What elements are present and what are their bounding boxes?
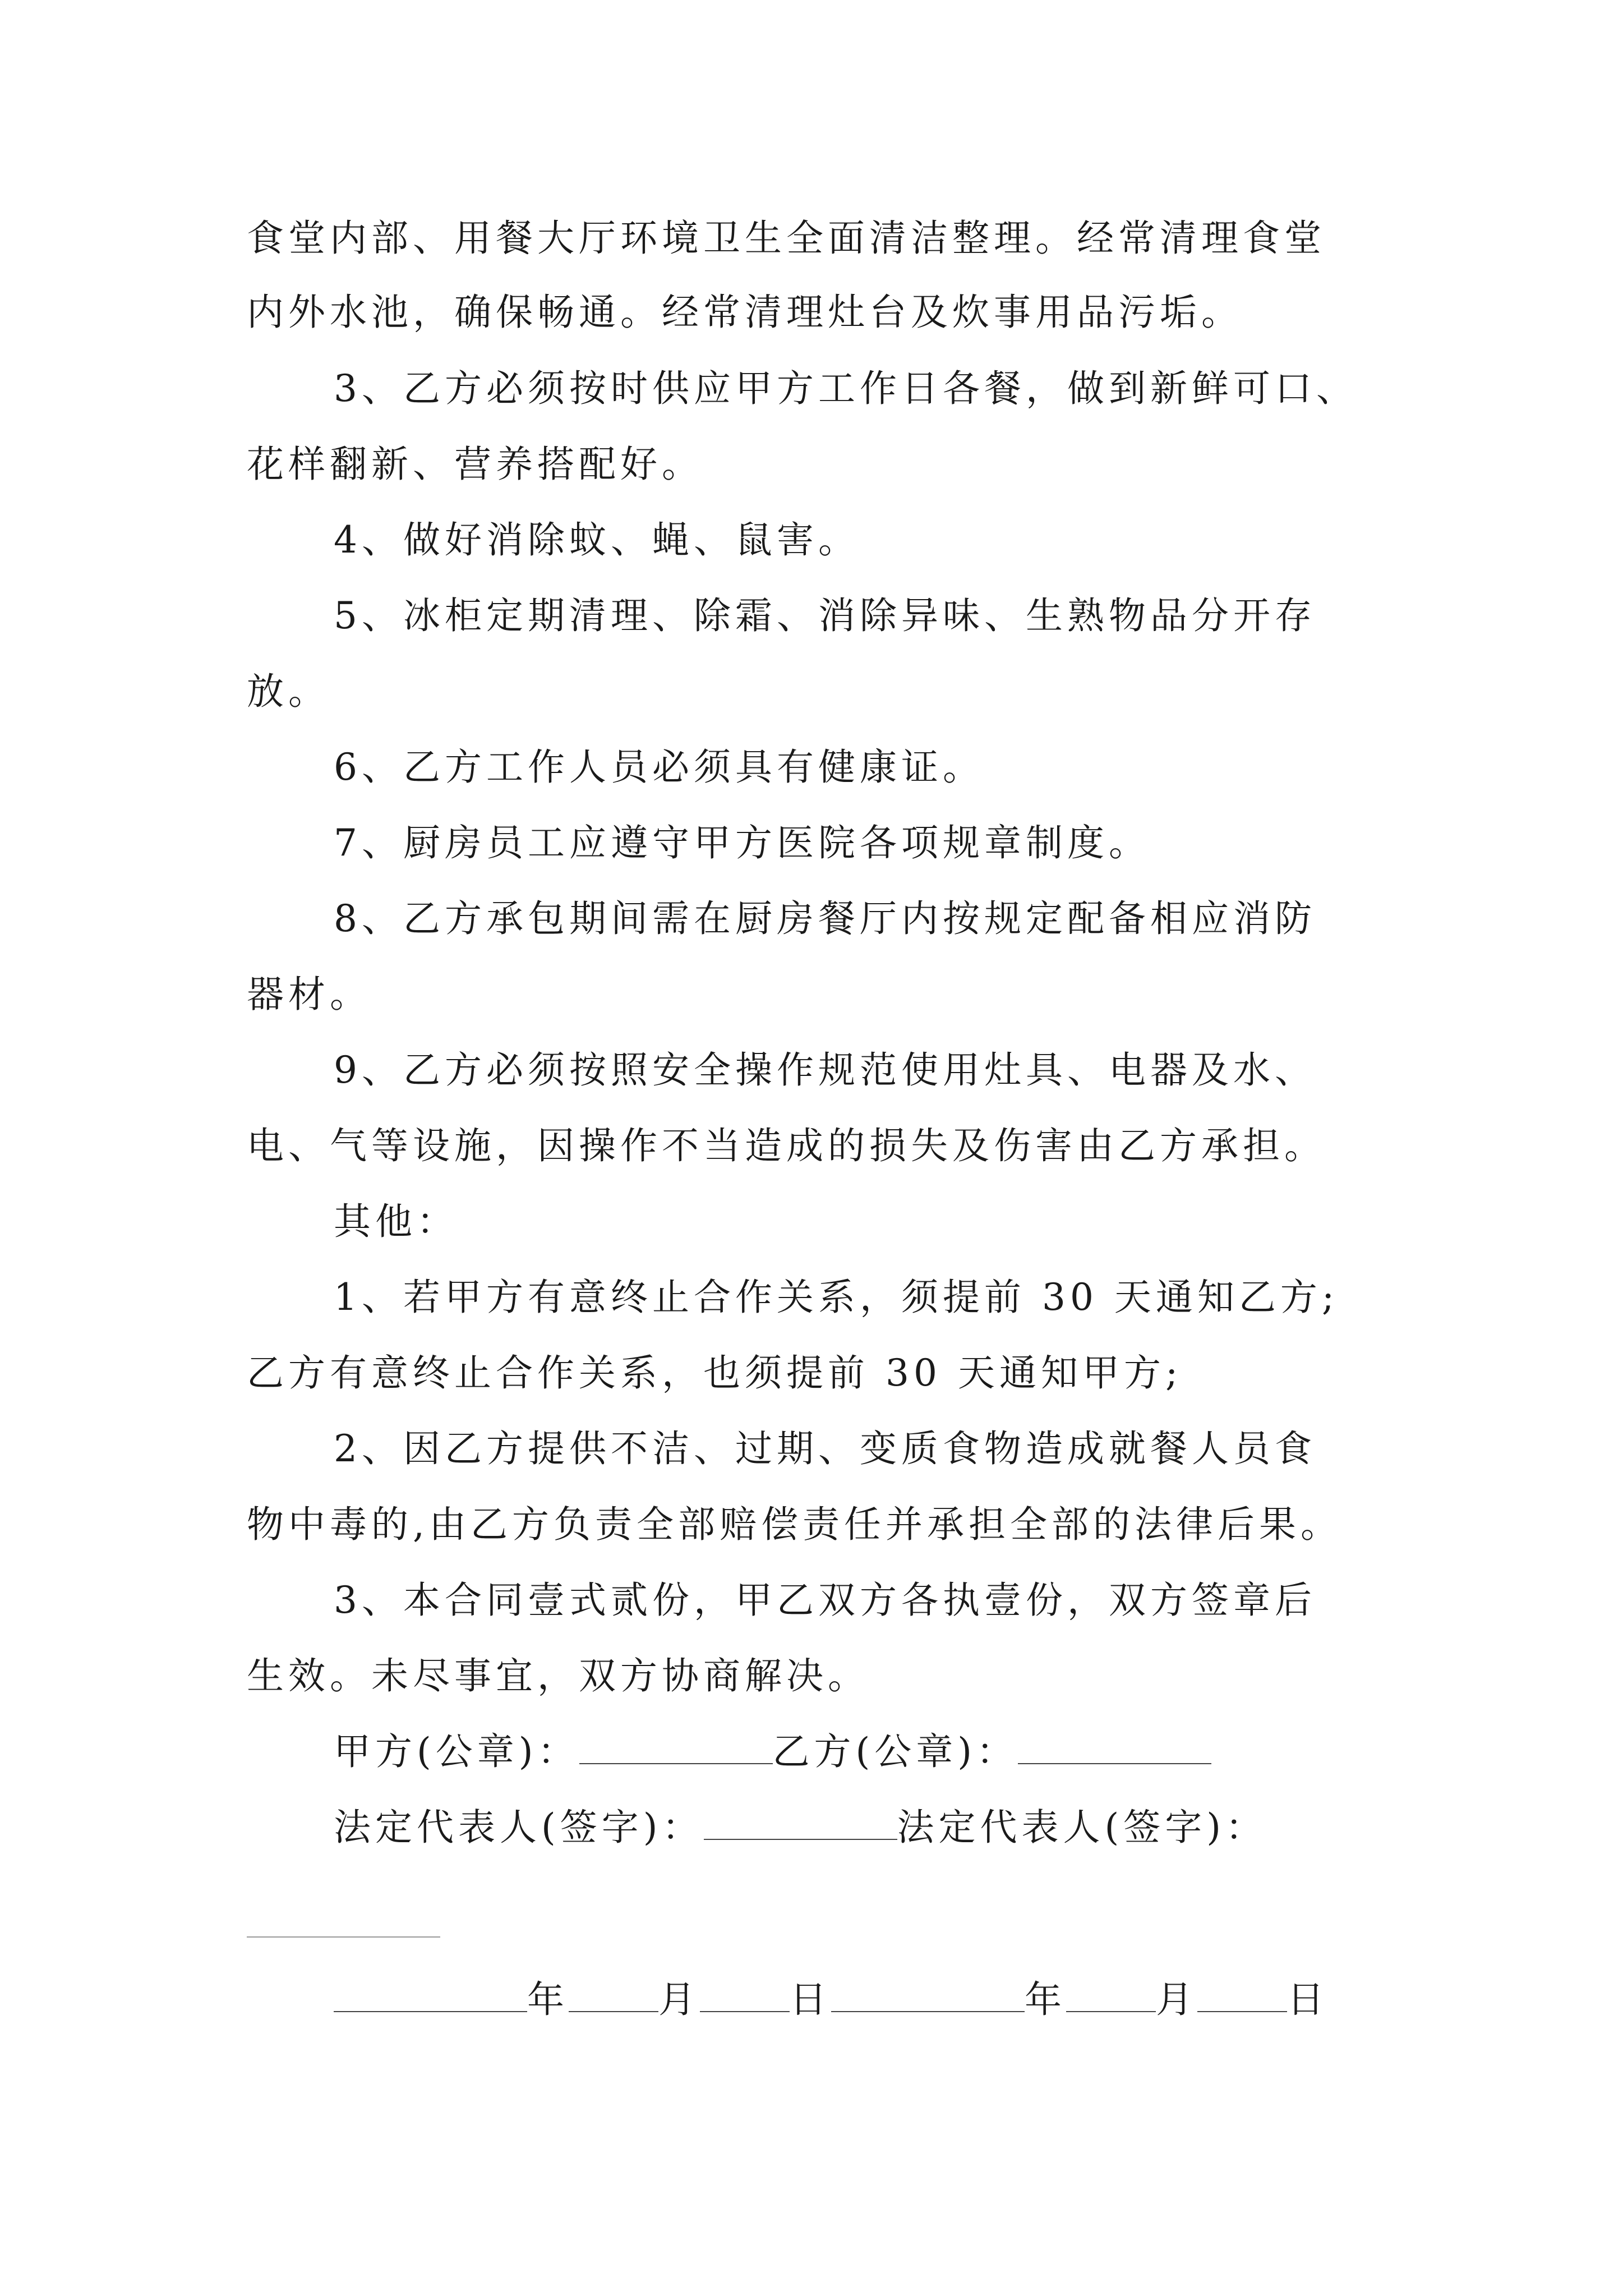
party-b-seal-label: 乙方(公章)： xyxy=(772,1730,1018,1773)
representative-line xyxy=(334,1802,1500,1853)
section-heading: 其他： xyxy=(334,1200,458,1243)
paragraph-line: 6、乙方工作人员必须具有健康证。 xyxy=(334,746,984,789)
paragraph-line: 器材。 xyxy=(247,973,371,1016)
paragraph-line: 3、本合同壹式贰份，甲乙双方各执壹份，双方签章后 xyxy=(334,1579,1316,1622)
party-a-seal-blank[interactable] xyxy=(579,1728,773,1764)
paragraph-line: 内外水池，确保畅通。经常清理灶台及炊事用品污垢。 xyxy=(247,291,1243,334)
paragraph-line: 1、若甲方有意终止合作关系，须提前 30 天通知乙方; xyxy=(334,1276,1339,1319)
rep-b-label: 法定代表人(签字)： xyxy=(897,1806,1267,1849)
day-b-blank[interactable] xyxy=(1197,1976,1287,2012)
day-a-blank[interactable] xyxy=(700,1976,790,2012)
paragraph-line: 乙方有意终止合作关系，也须提前 30 天通知甲方; xyxy=(247,1351,1183,1395)
year-a-blank[interactable] xyxy=(334,1976,527,2012)
paragraph-line: 花样翻新、营养搭配好。 xyxy=(247,443,703,486)
month-a-blank[interactable] xyxy=(569,1976,658,2012)
date-line xyxy=(334,1975,1500,2025)
paragraph-line: 生效。未尽事宜，双方协商解决。 xyxy=(247,1654,869,1697)
paragraph-line: 5、冰柜定期清理、除霜、消除异味、生熟物品分开存 xyxy=(334,594,1316,637)
paragraph-line: 4、做好消除蚊、蝇、鼠害。 xyxy=(334,518,860,562)
paragraph-line: 9、乙方必须按照安全操作规范使用灶具、电器及水、 xyxy=(334,1048,1316,1092)
paragraph-line: 8、乙方承包期间需在厨房餐厅内按规定配备相应消防 xyxy=(334,897,1316,940)
party-b-seal-blank[interactable] xyxy=(1018,1728,1211,1764)
year-b-blank[interactable] xyxy=(831,1976,1025,2012)
rep-a-blank[interactable] xyxy=(704,1804,897,1840)
month-b-blank[interactable] xyxy=(1066,1976,1156,2012)
month-b-label: 月 xyxy=(1156,1978,1197,2021)
rep-b-signature-blank[interactable] xyxy=(247,1936,440,1938)
paragraph-line: 食堂内部、用餐大厅环境卫生全面清洁整理。经常清理食堂 xyxy=(247,217,1326,260)
day-a-label: 日 xyxy=(790,1978,831,2021)
paragraph-line: 7、厨房员工应遵守甲方医院各项规章制度。 xyxy=(334,821,1150,864)
paragraph-line: 放。 xyxy=(247,670,330,713)
seal-line xyxy=(334,1727,1500,1777)
paragraph-line: 2、因乙方提供不洁、过期、变质食物造成就餐人员食 xyxy=(334,1427,1316,1470)
year-b-label: 年 xyxy=(1025,1978,1066,2021)
year-a-label: 年 xyxy=(527,1978,569,2021)
paragraph-line: 物中毒的,由乙方负责全部赔偿责任并承担全部的法律后果。 xyxy=(247,1503,1342,1546)
month-a-label: 月 xyxy=(658,1978,700,2021)
paragraph-line: 3、乙方必须按时供应甲方工作日各餐，做到新鲜可口、 xyxy=(334,367,1358,410)
rep-a-label: 法定代表人(签字)： xyxy=(334,1806,704,1849)
party-a-seal-label: 甲方(公章)： xyxy=(334,1730,579,1773)
paragraph-line: 电、气等设施，因操作不当造成的损失及伤害由乙方承担。 xyxy=(247,1124,1326,1167)
day-b-label: 日 xyxy=(1287,1978,1329,2021)
